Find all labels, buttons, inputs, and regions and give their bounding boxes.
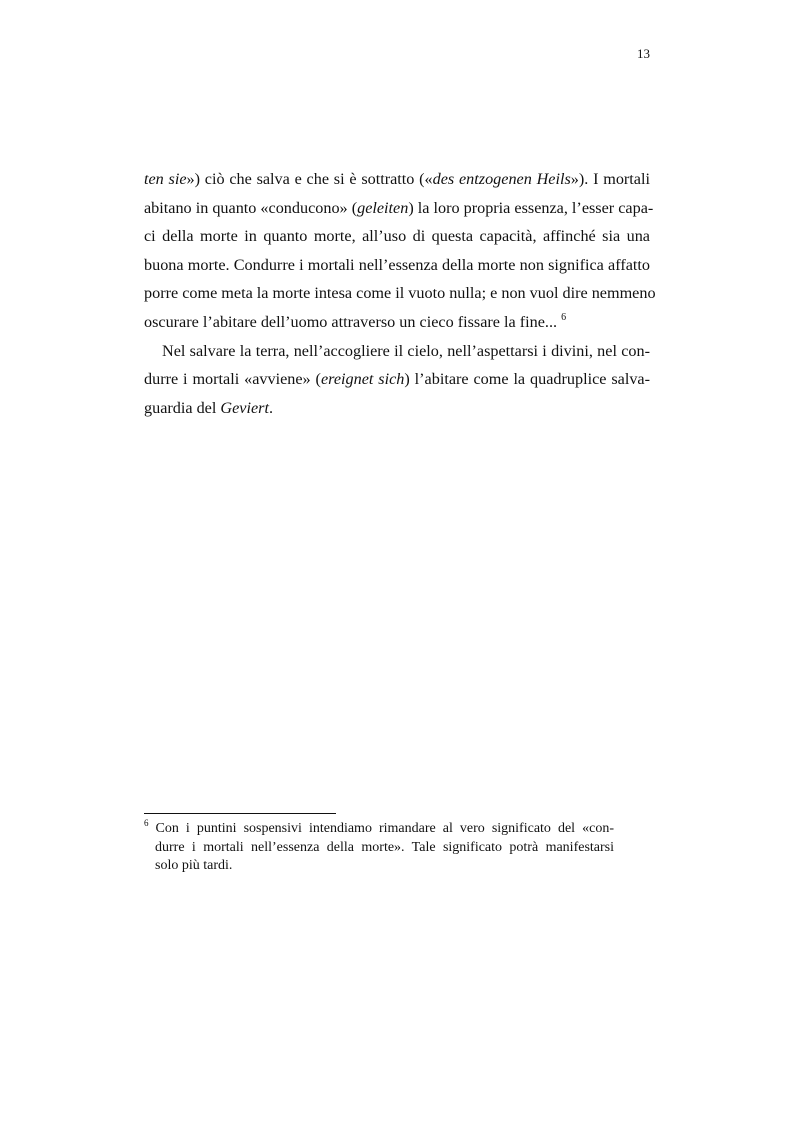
page-number: 13	[637, 46, 650, 61]
paragraph-1-line-3: ci della morte in quanto morte, all’uso di questa capacità, affinché sia una	[144, 227, 650, 246]
text-run: ») ciò che salva e che si è sottratto («	[186, 170, 433, 188]
paragraph-2-line-2	[144, 365, 650, 394]
text-run: durre i mortali «avviene» (	[144, 370, 321, 389]
german-term: des entzogenen Heils	[432, 170, 571, 188]
text-run: guardia del	[144, 398, 221, 417]
german-term: Geviert	[220, 398, 269, 417]
text-run: »). I mortali	[570, 170, 650, 188]
footnote-marker: 6	[144, 818, 149, 828]
main-text	[144, 165, 656, 422]
paragraph-1-line-2	[144, 194, 654, 223]
paragraph-2-line-3	[144, 394, 650, 423]
text-run: oscurare l’abitare dell’uomo attraverso un cieco fissare la fine...	[144, 312, 558, 331]
german-term: ten sie	[144, 170, 187, 188]
footnote	[144, 820, 614, 876]
text-run: .	[268, 398, 274, 417]
paragraph-1-line-5: porre come meta la morte intesa come il vuoto nulla; e non vuol dire nemmeno	[144, 284, 656, 303]
paragraph-1-line-1	[144, 165, 650, 194]
text-run: ) l’abitare come la quadruplice salva-	[404, 370, 650, 389]
footnote-reference: 6	[561, 311, 567, 323]
paragraph-1-line-4: buona morte. Condurre i mortali nell’essenza della morte non significa affatto	[144, 255, 650, 274]
footnote-line-1	[144, 820, 614, 839]
paragraph-2-line-1: Nel salvare la terra, nell’accogliere il cielo, nell’aspettarsi i divini, nel con-	[162, 341, 650, 360]
text-run: Con i puntini sospensivi intendiamo rimandare al vero significato del «con-	[155, 821, 614, 836]
footnote-line-3: solo più tardi.	[155, 858, 233, 873]
german-term: geleiten	[357, 198, 409, 217]
text-run: abitano in quanto «conducono» (	[144, 198, 358, 217]
footnote-line-2: durre i mortali nell’essenza della morte». Tale significato potrà manifestarsi	[155, 839, 614, 855]
footnote-divider	[144, 813, 336, 814]
paragraph-1-line-6	[144, 308, 650, 337]
german-term: ereignet sich	[320, 370, 405, 389]
text-run: ) la loro propria essenza, l’esser capa-	[408, 198, 654, 217]
